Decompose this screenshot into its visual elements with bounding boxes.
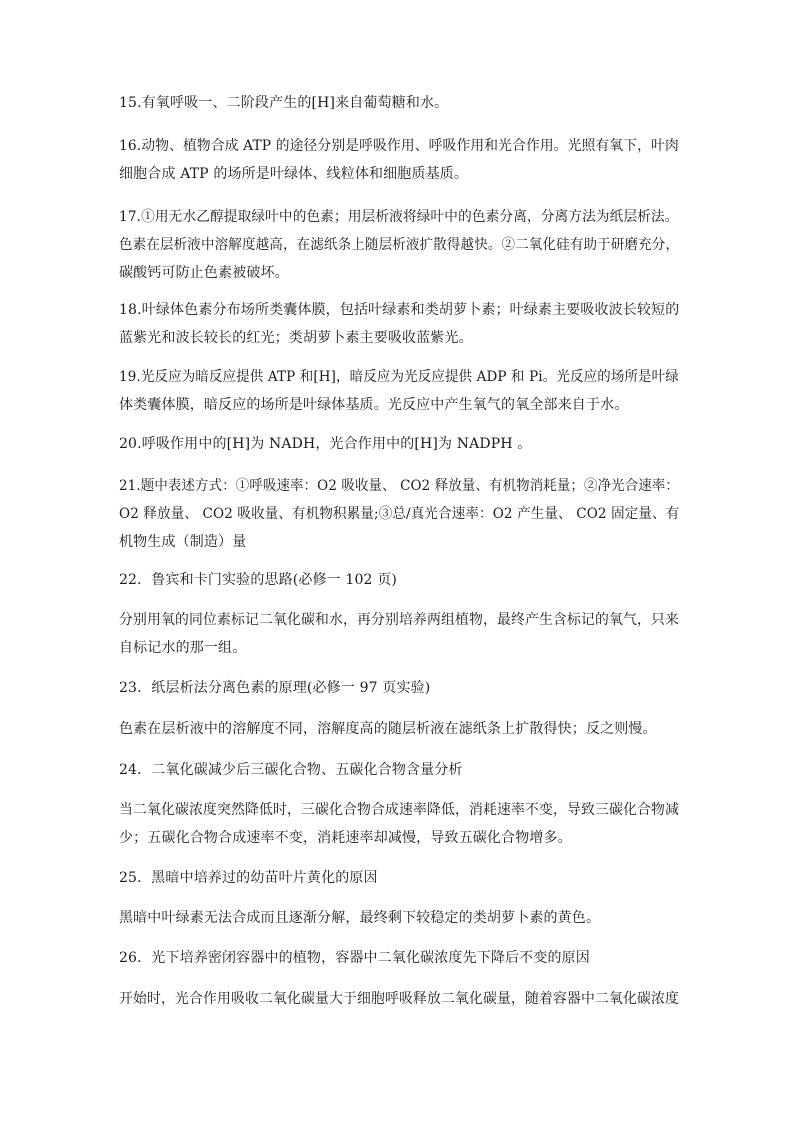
- paragraph-20: [119, 430, 679, 458]
- answer-23: [119, 715, 679, 743]
- text-line: 少；五碳化合物合成速率不变，消耗速率却减慢，导致五碳化合物增多。: [119, 830, 572, 846]
- heading-22: [119, 566, 679, 594]
- paragraph-21: [119, 472, 679, 556]
- heading-24: [119, 756, 679, 784]
- heading-26: [119, 944, 679, 972]
- text-line: 当二氧化碳浓度突然降低时，三碳化合物合成速率降低，消耗速率不变，导致三碳化合物减: [119, 802, 680, 818]
- text-line: 26．光下培养密闭容器中的植物，容器中二氧化碳浓度先下降后不变的原因: [119, 950, 590, 966]
- text-line: 色素在层析液中的溶解度不同，溶解度高的随层析液在滤纸条上扩散得快；反之则慢。: [119, 721, 657, 737]
- text-line: 17.①用无水乙醇提取绿叶中的色素；用层析液将绿叶中的色素分离，分离方法为纸层析法。: [119, 209, 679, 225]
- text-line: 22．鲁宾和卡门实验的思路(必修一 102 页): [119, 572, 397, 588]
- heading-25: [119, 864, 679, 892]
- text-line: O2 释放量、 CO2 吸收量、有机物积累量;③总/真光合速率：O2 产生量、 CO2 固定量、有: [119, 506, 680, 522]
- text-line: 开始时，光合作用吸收二氧化碳量大于细胞呼吸释放二氧化碳量，随着容器中二氧化碳浓度: [119, 991, 680, 1007]
- text-line: 自标记水的那一组。: [119, 640, 247, 656]
- text-line: 21.题中表述方式：①呼吸速率：O2 吸收量、 CO2 释放量、有机物消耗量；②净光合速率：: [119, 478, 679, 494]
- text-line: 黑暗中叶绿素无法合成而且逐渐分解，最终剩下较稳定的类胡萝卜素的黄色。: [119, 910, 601, 926]
- paragraph-18: [119, 296, 679, 352]
- text-line: 色素在层析液中溶解度越高，在滤纸条上随层析液扩散得越快。②二氧化硅有助于研磨充分，: [119, 237, 680, 253]
- text-line: 体类囊体膜，暗反应的场所是叶绿体基质。光反应中产生氧气的氧全部来自于水。: [119, 397, 629, 413]
- paragraph-16: [119, 132, 679, 188]
- text-line: 23．纸层析法分离色素的原理(必修一 97 页实验): [119, 680, 431, 696]
- text-line: 15.有氧呼吸一、二阶段产生的[H]来自葡萄糖和水。: [119, 95, 449, 111]
- text-line: 细胞合成 ATP 的场所是叶绿体、线粒体和细胞质基质。: [119, 166, 469, 182]
- text-line: 20.呼吸作用中的[H]为 NADH，光合作用中的[H]为 NADPH 。: [119, 436, 532, 452]
- text-line: 蓝紫光和波长较长的红光；类胡萝卜素主要吸收蓝紫光。: [119, 330, 473, 346]
- text-line: 25．黑暗中培养过的幼苗叶片黄化的原因: [119, 870, 378, 886]
- text-line: 18.叶绿体色素分布场所类囊体膜，包括叶绿素和类胡萝卜素；叶绿素主要吸收波长较短的: [119, 302, 680, 318]
- answer-22: [119, 606, 679, 662]
- heading-23: [119, 674, 679, 702]
- answer-26: [119, 985, 679, 1013]
- text-line: 机物生成（制造）量: [119, 534, 247, 550]
- text-line: 24．二氧化碳减少后三碳化合物、五碳化合物含量分析: [119, 762, 463, 778]
- paragraph-15: [119, 89, 679, 117]
- answer-25: [119, 904, 679, 932]
- text-line: 碳酸钙可防止色素被破坏。: [119, 265, 289, 281]
- text-line: 分别用氧的同位素标记二氧化碳和水，再分别培养两组植物，最终产生含标记的氧气，只来: [119, 612, 680, 628]
- text-line: 19.光反应为暗反应提供 ATP 和[H]，暗反应为光反应提供 ADP 和 Pi。光反应的场所是叶绿: [119, 369, 679, 385]
- text-line: 16.动物、植物合成 ATP 的途径分别是呼吸作用、呼吸作用和光合作用。光照有氧下，叶肉: [119, 138, 679, 154]
- answer-24: [119, 796, 679, 852]
- paragraph-19: [119, 363, 679, 419]
- paragraph-17: [119, 203, 679, 287]
